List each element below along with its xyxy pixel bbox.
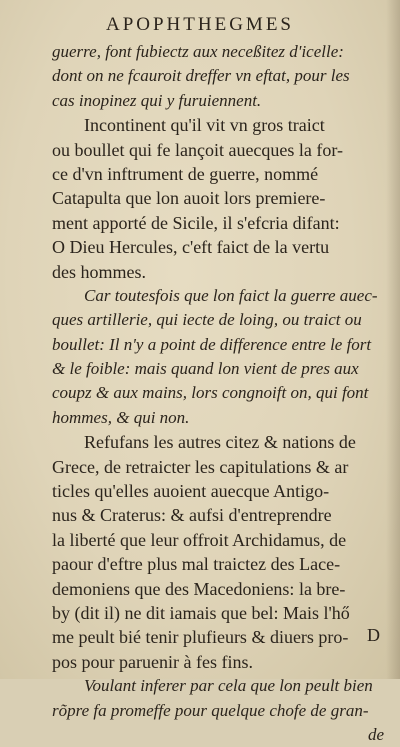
running-header: APOPHTHEGMES bbox=[105, 14, 295, 35]
text-line: ment apporté de Sicile, il s'efcria difant: bbox=[52, 212, 340, 233]
text-line: cas inopinez qui y furuiennent. bbox=[52, 90, 262, 110]
text-line: by (dit il) ne dit iamais que bel: Mais l'hő bbox=[52, 602, 350, 623]
text-line: hommes, & qui non. bbox=[52, 407, 190, 427]
text-line: nus & Craterus: & aufsi d'entreprendre bbox=[52, 505, 332, 526]
text-line: pos pour paruenir à fes fins. bbox=[52, 651, 253, 672]
text-line: Voulant inferer par cela que lon peult bien bbox=[84, 676, 373, 696]
text-line: la liberté que leur offroit Archidamus, de bbox=[52, 529, 347, 550]
text-line: de bbox=[367, 724, 384, 744]
text-line: guerre, font fubiectz aux neceßitez d'icelle: bbox=[52, 42, 344, 61]
text-line: O Dieu Hercules, c'eft faict de la vertu bbox=[52, 237, 330, 258]
text-line: rõpre fa promeffe pour quelque chofe de gran- bbox=[52, 700, 369, 720]
text-line: ou boullet qui fe lançoit auecques la for- bbox=[52, 139, 344, 160]
text-line: des hommes. bbox=[52, 261, 146, 282]
text-line: coupz & aux mains, lors congnoift on, qui font bbox=[52, 383, 369, 403]
text-line: Catapulta que lon auoit lors premiere- bbox=[52, 188, 326, 209]
body-text bbox=[52, 40, 390, 747]
text-line: boullet: Il n'y a point de difference entre le fort bbox=[52, 334, 372, 354]
text-line: demoniens que des Macedoniens: la bre- bbox=[52, 578, 346, 599]
text-line: ce d'vn inftrument de guerre, nommé bbox=[52, 163, 319, 184]
text-line: Car toutesfois que lon faict la guerre auec- bbox=[84, 285, 378, 305]
text-line: dont on ne fcauroit dreffer vn eftat, pour les bbox=[52, 66, 350, 86]
text-line: paour d'eftre plus mal traictez des Lace- bbox=[52, 554, 341, 575]
text-line: & le foible: mais quand lon vient de pres aux bbox=[52, 359, 359, 379]
text-line: Refufans les autres citez & nations de bbox=[84, 432, 356, 453]
text-line: Incontinent qu'il vit vn gros traict bbox=[84, 115, 325, 136]
text-line: ques artillerie, qui iecte de loing, ou traict ou bbox=[52, 310, 362, 330]
signature-mark: D bbox=[367, 625, 380, 645]
text-line: Grece, de retraicter les capitulations & ar bbox=[52, 456, 349, 477]
text-line: me peult bié tenir plufieurs & diuers pro- bbox=[52, 627, 349, 648]
text-line: ticles qu'elles auoient auecque Antigo- bbox=[52, 481, 330, 502]
